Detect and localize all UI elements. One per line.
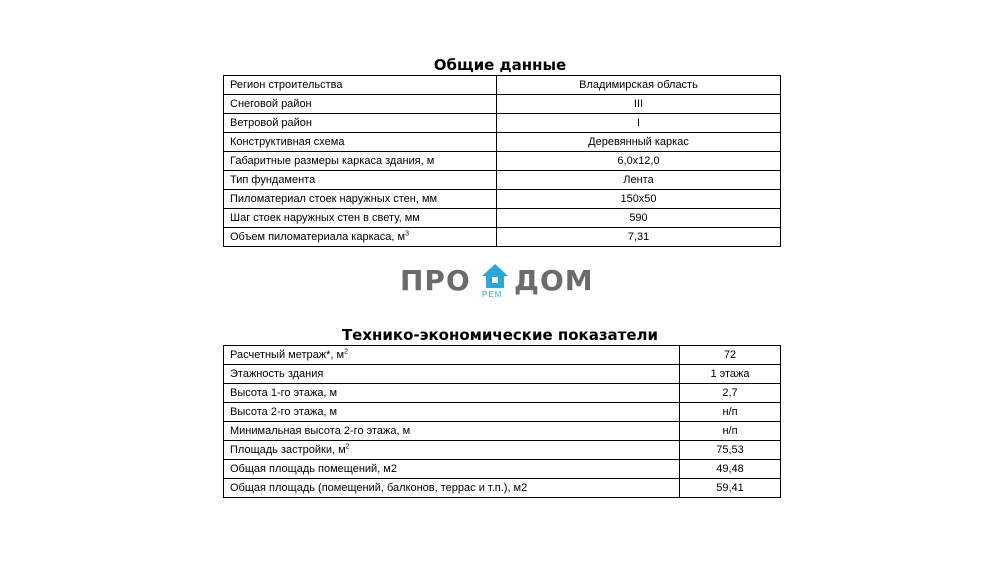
general-data-title: Общие данные [433,56,567,74]
row-value: Владимирская область [497,76,781,95]
table-row [224,114,781,133]
table-row [224,384,781,403]
row-value: I [497,114,781,133]
logo-right-word: ДОМ [514,264,594,297]
row-label: Высота 1-го этажа, м [224,384,680,403]
row-label: Минимальная высота 2-го этажа, м [224,422,680,441]
row-label: Снеговой район [224,95,497,114]
row-value: III [497,95,781,114]
row-label: Высота 2-го этажа, м [224,403,680,422]
row-value: Лента [497,171,781,190]
table-row [224,441,781,460]
table-row [224,346,781,365]
row-value: 59,41 [680,479,781,498]
logo-left-word: ПРО [400,264,471,297]
row-value: 2,7 [680,384,781,403]
table-row [224,209,781,228]
table-row [224,422,781,441]
table-row [224,76,781,95]
row-value: 6,0x12,0 [497,152,781,171]
logo-sub-word: РЕМ [482,290,503,299]
row-value: 150x50 [497,190,781,209]
row-label: Пиломатериал стоек наружных стен, мм [224,190,497,209]
row-label: Шаг стоек наружных стен в свету, мм [224,209,497,228]
general-data-table [223,75,781,247]
tech-indicators-table [223,345,781,498]
row-value: Деревянный каркас [497,133,781,152]
row-label-text: Объем пиломатериала каркаса, м [230,231,406,243]
row-label [224,346,680,365]
row-value: 72 [680,346,781,365]
table-row [224,365,781,384]
table-row [224,133,781,152]
unit-superscript: 2 [344,348,348,356]
row-label: Общая площадь (помещений, балконов, террас и т.п.), м2 [224,479,680,498]
row-label: Общая площадь помещений, м2 [224,460,680,479]
row-label-text: Расчетный метраж*, м [230,349,345,361]
table-row [224,95,781,114]
table-row [224,190,781,209]
table-row [224,460,781,479]
row-value: 590 [497,209,781,228]
unit-superscript: 3 [405,230,409,238]
row-label [224,228,497,247]
row-label: Тип фундамента [224,171,497,190]
row-label: Ветровой район [224,114,497,133]
table-row [224,479,781,498]
table-row [224,228,781,247]
row-label: Габаритные размеры каркаса здания, м [224,152,497,171]
tech-indicators-title: Технико-экономические показатели [341,326,659,344]
house-icon [480,262,510,290]
row-value: 7,31 [497,228,781,247]
table-row [224,403,781,422]
row-value: 75,53 [680,441,781,460]
unit-superscript: 2 [345,443,350,451]
table-row [224,152,781,171]
row-label-text: Площадь застройки, м [230,444,346,456]
row-value: н/п [680,422,781,441]
prorem-dom-logo [400,262,600,302]
table-row [224,171,781,190]
row-label: Регион строительства [224,76,497,95]
row-label: Этажность здания [224,365,680,384]
row-value: 49,48 [680,460,781,479]
row-value: н/п [680,403,781,422]
row-label: Конструктивная схема [224,133,497,152]
row-label [224,441,680,460]
row-value: 1 этажа [680,365,781,384]
